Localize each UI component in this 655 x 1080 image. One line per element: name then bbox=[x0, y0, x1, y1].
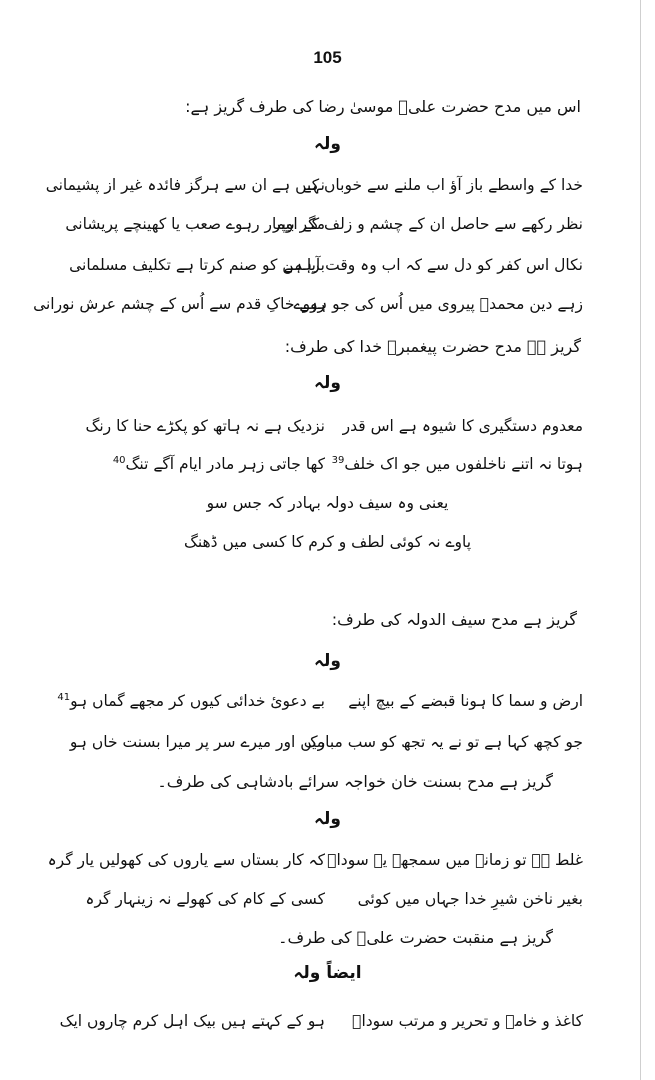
verse-line-centered: پاوے نہ کوئی لطف و کرم کا کسی میں ڈھنگ bbox=[183, 533, 472, 551]
verse-text: ہوتا نہ اتنے ناخلفوں میں جو اک خلف bbox=[344, 455, 583, 474]
verse-hemistich bbox=[70, 455, 325, 473]
verse-hemistich: ارض و سما کا ہونا قبضے کے بیچ اپنے bbox=[348, 692, 583, 710]
footnote-marker: 41 bbox=[57, 692, 71, 703]
wala-label: ولہ bbox=[314, 373, 341, 393]
wala-label: ولہ bbox=[314, 651, 341, 671]
verse-hemistich: میں اور میرے سر پر میرا بسنت خاں ہو bbox=[69, 733, 325, 751]
verse-hemistich: مگر بیمار رہوے صعب یا کھینچے پریشانی bbox=[65, 215, 325, 233]
footnote-marker: 40 bbox=[112, 455, 126, 466]
section-heading: گریز ہے مدح حضرت پیغمبرؐ خدا کی طرف: bbox=[284, 337, 581, 356]
page-number: 105 bbox=[313, 48, 342, 67]
verse-hemistich: نکال اس کفر کو دل سے کہ اب وہ وقت آیا ہے bbox=[283, 256, 583, 274]
wala-label: ولہ bbox=[314, 134, 341, 154]
section-heading: گریز ہے منقبت حضرت علیؑ کی طرف۔ bbox=[278, 928, 553, 947]
section-heading: گریز ہے مدح بسنت خان خواجہ سرائے بادشاہی کی طرف۔ bbox=[157, 772, 553, 791]
verse-hemistich: ہو کے کہتے ہیں بیک اہل کرم چاروں ایک bbox=[59, 1012, 325, 1030]
verse-hemistich: زہے دین محمدؐ پیروی میں اُس کی جو ہووے bbox=[293, 295, 583, 313]
verse-hemistich: کسی کے کام کی کھولے نہ زینہار گرہ bbox=[85, 890, 325, 908]
verse-text: بے دعوئ خدائی کیوں کر مجھے گماں ہو bbox=[70, 692, 325, 711]
verse-hemistich: بغیر ناخن شیرِ خدا جہاں میں کوئی bbox=[357, 890, 583, 908]
verse-hemistich: کہ کار بستاں سے یاروں کی کھولیں یار گرہ bbox=[47, 851, 325, 869]
verse-hemistich: نہیں ہے ان سے ہرگز فائدہ غیر از پشیمانی bbox=[45, 176, 325, 194]
wala-label: ولہ bbox=[314, 809, 341, 829]
verse-hemistich: نظر رکھے سے حاصل ان کے چشم و زلف کے اوپر bbox=[273, 215, 583, 233]
verse-hemistich: معدوم دستگیری کا شیوہ ہے اس قدر bbox=[342, 417, 583, 435]
verse-hemistich: جو کچھ کہا ہے تو نے یہ تجھ کو سب مبارک bbox=[303, 733, 583, 751]
verse-hemistich: کاغذ و خامہ و تحریر و مرتب سوداؔ bbox=[352, 1012, 583, 1030]
footnote-marker: 39 bbox=[331, 455, 345, 466]
verse-hemistich bbox=[298, 455, 583, 473]
verse-hemistich bbox=[57, 692, 325, 711]
section-heading: گریز ہے مدح سیف الدولہ کی طرف: bbox=[331, 610, 577, 629]
verse-hemistich: برہمن کو صنم کرتا ہے تکلیف مسلمانی bbox=[69, 256, 325, 274]
verse-hemistich: خدا کے واسطے باز آؤ اب ملنے سے خوباں کے bbox=[302, 176, 583, 194]
verse-line-centered: یعنی وہ سیف دولہ بہادر کہ جس سو bbox=[206, 494, 449, 512]
section-heading: اس میں مدح حضرت علیؑ موسیٰ رضا کی طرف گریز ہے: bbox=[185, 97, 581, 116]
verse-hemistich: رہے خاکِ قدم سے اُس کے چشم عرش نورانی bbox=[33, 295, 325, 313]
verse-text: کھا جاتی زہر مادر ایام آگے تنگ bbox=[125, 455, 325, 474]
verse-hemistich: غلط ہے تو زمانے میں سمجھے یہ سوداؔ bbox=[327, 851, 583, 869]
verse-hemistich: نزدیک ہے نہ ہاتھ کو پکڑے حنا کا رنگ bbox=[85, 417, 325, 435]
wala-label: ایضاً ولہ bbox=[293, 963, 362, 983]
